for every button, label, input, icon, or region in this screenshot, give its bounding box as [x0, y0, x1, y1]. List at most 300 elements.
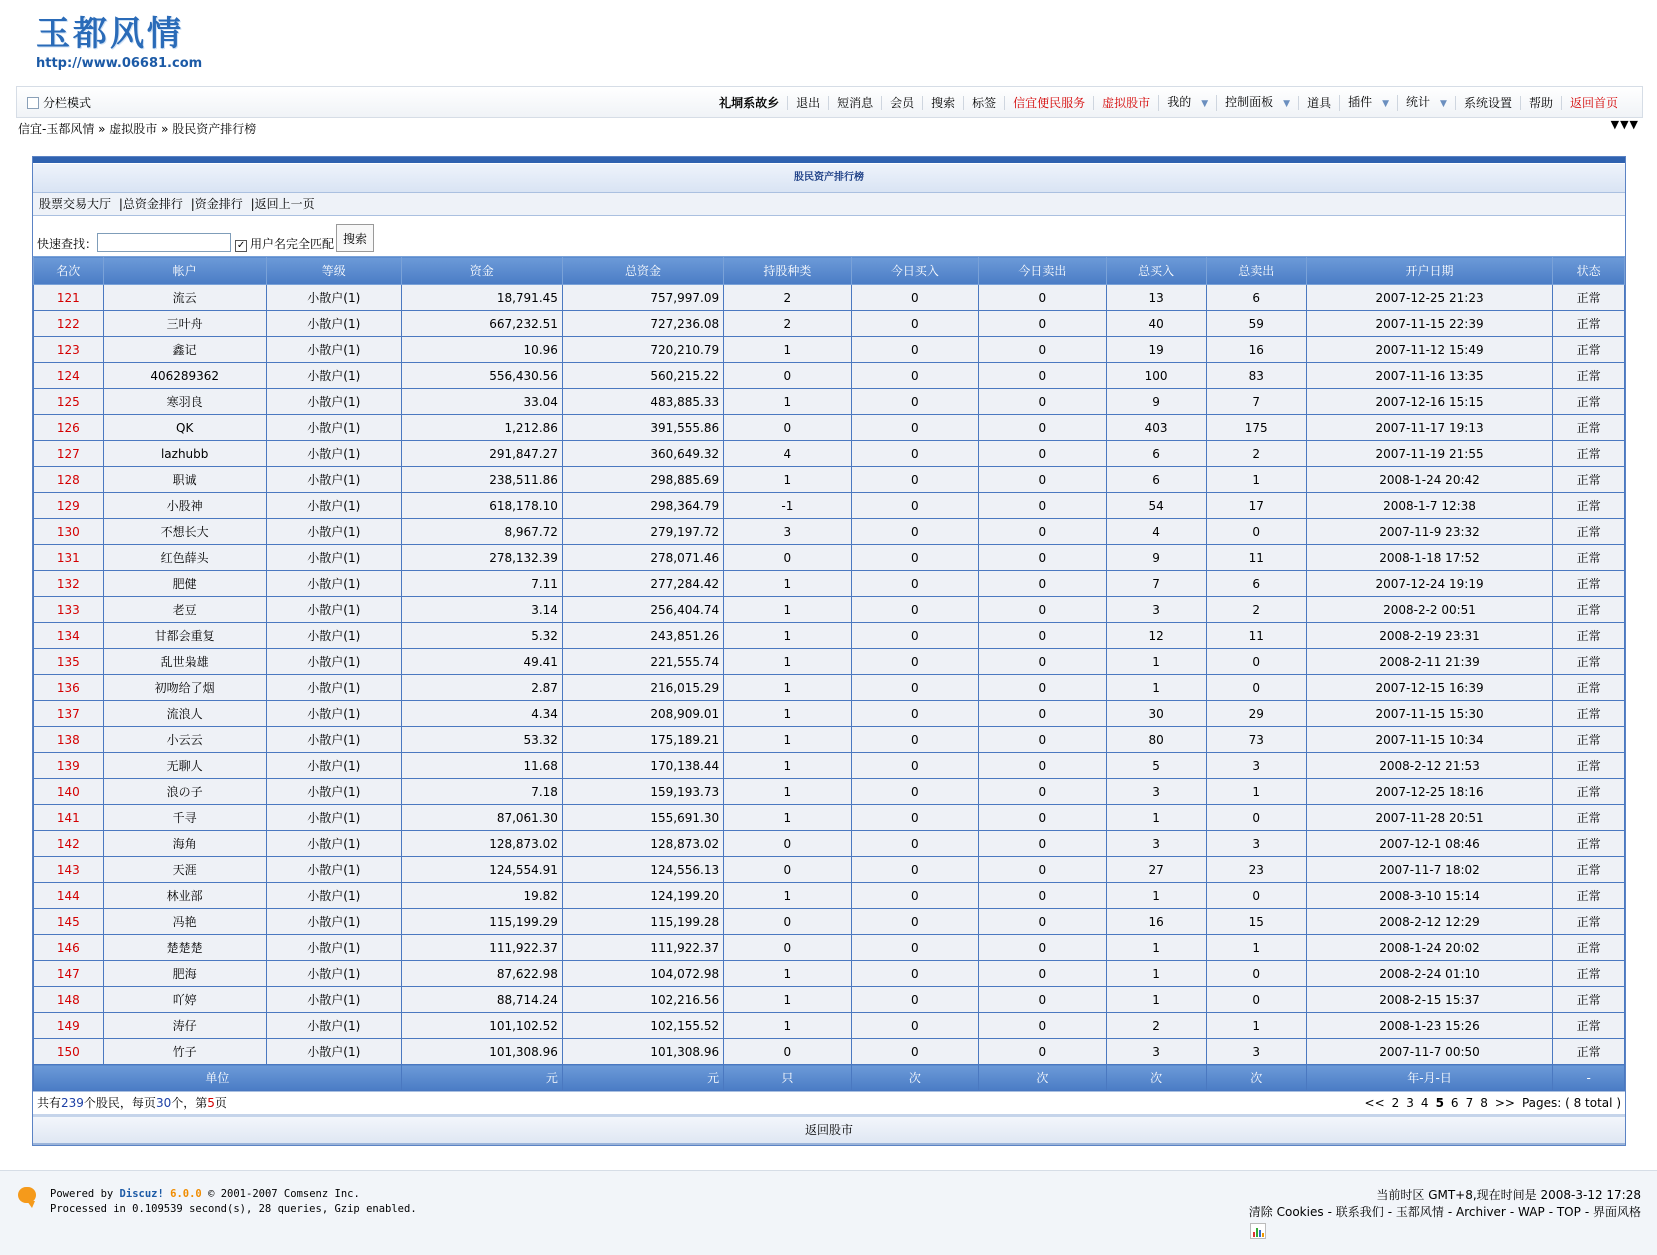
- table-cell: 124: [34, 363, 104, 389]
- table-cell: 15: [1206, 909, 1306, 935]
- table-cell: 0: [1206, 961, 1306, 987]
- table-cell: 1: [724, 337, 851, 363]
- table-cell: 111,922.37: [562, 935, 723, 961]
- account-link[interactable]: 406289362: [103, 363, 266, 389]
- table-cell: 1: [1206, 779, 1306, 805]
- table-cell: 391,555.86: [562, 415, 723, 441]
- table-cell: 6: [1106, 467, 1206, 493]
- top-navbar: [16, 86, 1643, 118]
- table-cell: 0: [979, 727, 1106, 753]
- table-cell: 正常: [1553, 909, 1625, 935]
- table-cell: 9: [1106, 545, 1206, 571]
- account-link[interactable]: 职诚: [103, 467, 266, 493]
- account-link[interactable]: 浪の子: [103, 779, 266, 805]
- table-cell: 238,511.86: [401, 467, 562, 493]
- split-mode-toggle[interactable]: [27, 94, 91, 111]
- table-cell: 2007-11-15 10:34: [1306, 727, 1553, 753]
- panel-title: 股民资产排行榜: [33, 163, 1625, 192]
- split-mode-checkbox[interactable]: [27, 97, 39, 109]
- account-link[interactable]: 鑫记: [103, 337, 266, 363]
- table-row: [34, 597, 1625, 623]
- table-row: [34, 1013, 1625, 1039]
- table-cell: 正常: [1553, 675, 1625, 701]
- table-cell: 0: [1206, 649, 1306, 675]
- table-cell: 2007-12-16 15:15: [1306, 389, 1553, 415]
- table-cell: 618,178.10: [401, 493, 562, 519]
- footer-link[interactable]: - Archiver: [1447, 1205, 1506, 1219]
- table-cell: 正常: [1553, 467, 1625, 493]
- table-row: [34, 727, 1625, 753]
- table-cell: 0: [979, 597, 1106, 623]
- table-cell: 7: [1206, 389, 1306, 415]
- table-cell: 137: [34, 701, 104, 727]
- table-cell: 0: [979, 857, 1106, 883]
- table-row: [34, 961, 1625, 987]
- subnav-trading-hall[interactable]: 股票交易大厅: [39, 197, 112, 211]
- table-cell: 102,155.52: [562, 1013, 723, 1039]
- table-cell: 18,791.45: [401, 285, 562, 311]
- nav-item[interactable]: [1093, 96, 1158, 110]
- table-cell: 0: [724, 545, 851, 571]
- table-cell: 6: [1206, 285, 1306, 311]
- table-cell: 2: [1206, 441, 1306, 467]
- table-cell: 291,847.27: [401, 441, 562, 467]
- table-cell: 129: [34, 493, 104, 519]
- table-cell: 256,404.74: [562, 597, 723, 623]
- footer-right: [1249, 1187, 1641, 1221]
- page-link[interactable]: 4: [1420, 1096, 1429, 1110]
- account-link[interactable]: 寒羽良: [103, 389, 266, 415]
- table-cell: 83: [1206, 363, 1306, 389]
- table-cell: 0: [851, 311, 978, 337]
- table-cell: 1: [1106, 987, 1206, 1013]
- table-cell: 0: [1206, 987, 1306, 1013]
- table-cell: 104,072.98: [562, 961, 723, 987]
- table-cell: 0: [979, 1013, 1106, 1039]
- page-link[interactable]: 3: [1406, 1096, 1414, 1110]
- table-cell: 243,851.26: [562, 623, 723, 649]
- account-link[interactable]: 小股神: [103, 493, 266, 519]
- table-cell: 2.87: [401, 675, 562, 701]
- table-cell: 5: [1106, 753, 1206, 779]
- account-link[interactable]: 初吻给了烟: [103, 675, 266, 701]
- collapse-toggle-icon[interactable]: ▼▼▼: [1610, 118, 1639, 131]
- nav-item-label: 退出: [796, 96, 821, 110]
- table-cell: 1: [1106, 935, 1206, 961]
- nav-item-label: 会员: [890, 96, 915, 110]
- account-link[interactable]: 流浪人: [103, 701, 266, 727]
- unit-total-fund: 元: [562, 1065, 723, 1091]
- nav-item[interactable]: [1216, 95, 1298, 111]
- summary-suffix: 页: [214, 1096, 227, 1110]
- table-cell: 2007-11-15 22:39: [1306, 311, 1553, 337]
- quick-search-input[interactable]: [97, 233, 231, 252]
- account-link[interactable]: 老豆: [103, 597, 266, 623]
- table-cell: 正常: [1553, 987, 1625, 1013]
- table-cell: 88,714.24: [401, 987, 562, 1013]
- nav-item[interactable]: [1520, 96, 1561, 110]
- footer-link[interactable]: - 联系我们: [1327, 1205, 1384, 1219]
- table-cell: 1: [724, 597, 851, 623]
- table-cell: 0: [979, 389, 1106, 415]
- col-account[interactable]: 帐户: [103, 257, 266, 285]
- table-cell: 0: [979, 571, 1106, 597]
- table-cell: 0: [851, 909, 978, 935]
- table-cell: 12: [1106, 623, 1206, 649]
- table-cell: 4: [1106, 519, 1206, 545]
- page-link[interactable]: 6: [1450, 1096, 1459, 1110]
- account-link[interactable]: 千寻: [103, 805, 266, 831]
- table-cell: 正常: [1553, 545, 1625, 571]
- table-cell: 0: [979, 805, 1106, 831]
- account-link[interactable]: 乱世枭雄: [103, 649, 266, 675]
- table-cell: 111,922.37: [401, 935, 562, 961]
- account-link[interactable]: 林业部: [103, 883, 266, 909]
- nav-item-label: 插件: [1348, 95, 1373, 109]
- account-link[interactable]: 三叶舟: [103, 311, 266, 337]
- table-cell: 54: [1106, 493, 1206, 519]
- table-cell: 11: [1206, 623, 1306, 649]
- account-link[interactable]: 肥健: [103, 571, 266, 597]
- nav-item[interactable]: [787, 96, 828, 110]
- table-cell: 8,967.72: [401, 519, 562, 545]
- page-next-link[interactable]: >>: [1494, 1096, 1515, 1110]
- table-cell: 0: [851, 519, 978, 545]
- table-cell: 0: [851, 649, 978, 675]
- table-cell: 9: [1106, 389, 1206, 415]
- table-cell: 216,015.29: [562, 675, 723, 701]
- table-cell: 0: [979, 337, 1106, 363]
- table-cell: 0: [1206, 675, 1306, 701]
- subnav-fund-rank[interactable]: |资金排行: [190, 197, 243, 211]
- table-cell: 3: [1106, 831, 1206, 857]
- table-cell: 135: [34, 649, 104, 675]
- table-cell: 40: [1106, 311, 1206, 337]
- account-link[interactable]: 海角: [103, 831, 266, 857]
- dropdown-caret-icon[interactable]: ▼: [1382, 99, 1390, 109]
- table-cell: 正常: [1553, 441, 1625, 467]
- table-cell: 23: [1206, 857, 1306, 883]
- col-level[interactable]: 等级: [266, 257, 401, 285]
- site-logo[interactable]: [36, 14, 202, 71]
- table-cell: 2007-11-15 15:30: [1306, 701, 1553, 727]
- subnav-total-fund-rank[interactable]: |总资金排行: [118, 197, 183, 211]
- page-link[interactable]: 5: [1435, 1096, 1444, 1110]
- unit-date: 年-月-日: [1306, 1065, 1553, 1091]
- table-cell: 0: [979, 493, 1106, 519]
- table-cell: 0: [851, 675, 978, 701]
- nav-item-label: 我的: [1167, 95, 1192, 109]
- table-cell: 1: [1206, 467, 1306, 493]
- table-cell: 27: [1106, 857, 1206, 883]
- table-cell: 正常: [1553, 493, 1625, 519]
- ranking-table-body: [34, 285, 1625, 1065]
- col-sell-today[interactable]: 今日卖出: [979, 257, 1106, 285]
- table-row: [34, 857, 1625, 883]
- powered-by-label: Powered by: [50, 1188, 114, 1200]
- table-cell: 0: [851, 597, 978, 623]
- table-cell: 0: [724, 363, 851, 389]
- table-cell: 4: [724, 441, 851, 467]
- page-link[interactable]: 2: [1391, 1096, 1400, 1110]
- table-cell: 0: [851, 1039, 978, 1065]
- table-cell: 正常: [1553, 727, 1625, 753]
- nav-item[interactable]: [1339, 95, 1397, 111]
- dropdown-caret-icon[interactable]: ▼: [1201, 99, 1209, 109]
- table-cell: 0: [979, 519, 1106, 545]
- table-cell: 0: [851, 493, 978, 519]
- footer-link[interactable]: - WAP: [1509, 1205, 1545, 1219]
- table-cell: 小散户(1): [266, 675, 401, 701]
- discuz-link[interactable]: Discuz!: [119, 1188, 164, 1200]
- account-link[interactable]: 冯艳: [103, 909, 266, 935]
- table-cell: 10.96: [401, 337, 562, 363]
- table-cell: 正常: [1553, 753, 1625, 779]
- footer-link[interactable]: - 玉都风情: [1387, 1205, 1444, 1219]
- nav-item-label: 礼垌系故乡: [719, 96, 780, 110]
- stock-subnav: [33, 192, 1625, 216]
- table-cell: 0: [1206, 805, 1306, 831]
- table-cell: 小散户(1): [266, 519, 401, 545]
- split-mode-label: 分栏模式: [43, 96, 92, 110]
- table-cell: 0: [851, 1013, 978, 1039]
- table-cell: 139: [34, 753, 104, 779]
- table-cell: 483,885.33: [562, 389, 723, 415]
- account-link[interactable]: 无聊人: [103, 753, 266, 779]
- nav-item[interactable]: [1397, 95, 1455, 111]
- table-row: [34, 805, 1625, 831]
- table-cell: 0: [979, 1039, 1106, 1065]
- table-cell: 7: [1106, 571, 1206, 597]
- table-row: [34, 623, 1625, 649]
- table-cell: 3: [724, 519, 851, 545]
- col-status[interactable]: 状态: [1553, 257, 1625, 285]
- account-link[interactable]: 红色薛头: [103, 545, 266, 571]
- table-cell: 正常: [1553, 415, 1625, 441]
- table-cell: 小散户(1): [266, 363, 401, 389]
- table-cell: 小散户(1): [266, 831, 401, 857]
- dropdown-caret-icon[interactable]: ▼: [1440, 99, 1447, 109]
- table-cell: 143: [34, 857, 104, 883]
- nav-item[interactable]: [963, 96, 1004, 110]
- table-cell: 147: [34, 961, 104, 987]
- table-cell: 0: [979, 363, 1106, 389]
- account-link[interactable]: 天涯: [103, 857, 266, 883]
- table-cell: 1: [724, 987, 851, 1013]
- summary-total-users: 239: [61, 1096, 84, 1110]
- table-cell: 1: [1106, 883, 1206, 909]
- account-link[interactable]: 肥海: [103, 961, 266, 987]
- table-row: [34, 441, 1625, 467]
- table-cell: 130: [34, 519, 104, 545]
- nav-item[interactable]: [828, 96, 881, 110]
- table-cell: 0: [979, 779, 1106, 805]
- account-link[interactable]: 甘都会重复: [103, 623, 266, 649]
- table-cell: 0: [979, 545, 1106, 571]
- table-cell: 正常: [1553, 883, 1625, 909]
- table-cell: 正常: [1553, 389, 1625, 415]
- table-cell: 115,199.28: [562, 909, 723, 935]
- nav-item-label: 信宜便民服务: [1013, 96, 1086, 110]
- back-to-market-button[interactable]: 返回股市: [33, 1114, 1625, 1145]
- nav-item-label: 标签: [972, 96, 997, 110]
- table-cell: 124,554.91: [401, 857, 562, 883]
- search-button[interactable]: 搜索: [336, 224, 374, 252]
- table-cell: 148: [34, 987, 104, 1013]
- table-cell: 2: [1206, 597, 1306, 623]
- table-cell: 278,071.46: [562, 545, 723, 571]
- table-row: [34, 285, 1625, 311]
- summary-per-page: 30: [155, 1096, 172, 1110]
- col-open-date[interactable]: 开户日期: [1306, 257, 1553, 285]
- logo-title: 玉都风情: [36, 14, 184, 54]
- col-buy-today[interactable]: 今日买入: [851, 257, 978, 285]
- table-row: [34, 831, 1625, 857]
- table-cell: 小散户(1): [266, 987, 401, 1013]
- table-cell: 3: [1106, 597, 1206, 623]
- table-cell: 正常: [1553, 779, 1625, 805]
- table-cell: 2007-11-7 18:02: [1306, 857, 1553, 883]
- table-cell: 1: [724, 883, 851, 909]
- table-cell: -1: [724, 493, 851, 519]
- table-cell: 123: [34, 337, 104, 363]
- col-total-sell[interactable]: 总卖出: [1206, 257, 1306, 285]
- table-cell: 0: [979, 987, 1106, 1013]
- nav-item[interactable]: [1158, 95, 1216, 111]
- table-cell: 2008-2-2 00:51: [1306, 597, 1553, 623]
- table-cell: 小散户(1): [266, 597, 401, 623]
- table-cell: 小散户(1): [266, 649, 401, 675]
- table-cell: 2008-1-24 20:02: [1306, 935, 1553, 961]
- stats-chart-icon[interactable]: [1250, 1223, 1266, 1239]
- table-row: [34, 363, 1625, 389]
- summary-prefix: 共有: [37, 1096, 62, 1110]
- account-link[interactable]: lazhubb: [103, 441, 266, 467]
- col-rank[interactable]: 名次: [34, 257, 104, 285]
- table-cell: 0: [979, 649, 1106, 675]
- table-cell: 7.11: [401, 571, 562, 597]
- footer-link[interactable]: 清除 Cookies: [1248, 1205, 1324, 1219]
- table-cell: 0: [851, 857, 978, 883]
- table-cell: 小散户(1): [266, 337, 401, 363]
- footer: [0, 1170, 1657, 1255]
- table-cell: 2007-11-12 15:49: [1306, 337, 1553, 363]
- exact-match-checkbox[interactable]: ✓: [236, 240, 246, 251]
- table-cell: 小散户(1): [266, 493, 401, 519]
- table-cell: 小散户(1): [266, 623, 401, 649]
- table-cell: 136: [34, 675, 104, 701]
- nav-item[interactable]: [1561, 96, 1626, 110]
- nav-item[interactable]: [922, 96, 963, 110]
- account-link[interactable]: QK: [103, 415, 266, 441]
- ranking-table: [33, 256, 1625, 1091]
- table-cell: 59: [1206, 311, 1306, 337]
- table-cell: 33.04: [401, 389, 562, 415]
- table-cell: 正常: [1553, 961, 1625, 987]
- table-cell: 720,210.79: [562, 337, 723, 363]
- table-cell: 小散户(1): [266, 415, 401, 441]
- col-fund[interactable]: 资金: [401, 257, 562, 285]
- table-cell: 0: [724, 935, 851, 961]
- nav-item[interactable]: [711, 96, 787, 110]
- table-cell: 87,061.30: [401, 805, 562, 831]
- table-cell: 560,215.22: [562, 363, 723, 389]
- table-cell: 159,193.73: [562, 779, 723, 805]
- nav-item[interactable]: [1004, 96, 1093, 110]
- table-cell: 1: [1106, 649, 1206, 675]
- unit-status: -: [1553, 1065, 1625, 1091]
- footer-link[interactable]: - 界面风格: [1584, 1205, 1641, 1219]
- dropdown-caret-icon[interactable]: ▼: [1283, 99, 1291, 109]
- nav-item[interactable]: [1455, 96, 1520, 110]
- table-cell: 101,102.52: [401, 1013, 562, 1039]
- table-cell: 2008-1-18 17:52: [1306, 545, 1553, 571]
- table-cell: 正常: [1553, 1039, 1625, 1065]
- page-link[interactable]: 7: [1465, 1096, 1474, 1110]
- table-cell: 小散户(1): [266, 727, 401, 753]
- table-cell: 1,212.86: [401, 415, 562, 441]
- table-cell: 124,556.13: [562, 857, 723, 883]
- nav-item[interactable]: [881, 96, 922, 110]
- table-cell: 2: [724, 311, 851, 337]
- table-cell: 2007-11-16 13:35: [1306, 363, 1553, 389]
- table-cell: 2008-2-19 23:31: [1306, 623, 1553, 649]
- table-cell: 2: [724, 285, 851, 311]
- table-cell: 0: [979, 467, 1106, 493]
- account-link[interactable]: 涛仔: [103, 1013, 266, 1039]
- table-header-row: [34, 257, 1625, 285]
- summary-mid1: 个股民，每页: [83, 1096, 156, 1110]
- account-link[interactable]: 小云云: [103, 727, 266, 753]
- nav-item[interactable]: [1298, 96, 1339, 110]
- discuz-speech-icon: [18, 1187, 36, 1203]
- table-cell: 小散户(1): [266, 909, 401, 935]
- account-link[interactable]: 楚楚楚: [103, 935, 266, 961]
- table-cell: 1: [724, 649, 851, 675]
- table-cell: 73: [1206, 727, 1306, 753]
- table-cell: 126: [34, 415, 104, 441]
- table-cell: 正常: [1553, 649, 1625, 675]
- table-cell: 小散户(1): [266, 935, 401, 961]
- col-total-fund[interactable]: 总资金: [562, 257, 723, 285]
- page-prev-link[interactable]: <<: [1364, 1096, 1385, 1110]
- col-stock-types[interactable]: 持股种类: [724, 257, 851, 285]
- table-cell: 30: [1106, 701, 1206, 727]
- page-info: Pages: ( 8 total ): [1521, 1096, 1621, 1110]
- account-link[interactable]: 竹子: [103, 1039, 266, 1065]
- table-cell: 0: [979, 831, 1106, 857]
- footer-link[interactable]: - TOP: [1548, 1205, 1581, 1219]
- page-link[interactable]: 8: [1480, 1096, 1488, 1110]
- breadcrumb: 信宜-玉都风情 » 虚拟股市 » 股民资产排行榜: [18, 122, 257, 136]
- discuz-version: 6.0.0: [170, 1188, 202, 1200]
- subnav-go-back[interactable]: |返回上一页: [250, 197, 315, 211]
- col-total-buy[interactable]: 总买入: [1106, 257, 1206, 285]
- table-row: [34, 883, 1625, 909]
- account-link[interactable]: 流云: [103, 285, 266, 311]
- table-cell: 正常: [1553, 597, 1625, 623]
- table-cell: 0: [1206, 519, 1306, 545]
- table-cell: 0: [851, 727, 978, 753]
- table-cell: 19: [1106, 337, 1206, 363]
- account-link[interactable]: 不想长大: [103, 519, 266, 545]
- table-cell: 125: [34, 389, 104, 415]
- account-link[interactable]: 吖婷: [103, 987, 266, 1013]
- table-row: [34, 493, 1625, 519]
- table-cell: 6: [1206, 571, 1306, 597]
- table-cell: 0: [979, 623, 1106, 649]
- nav-item-label: 搜索: [931, 96, 956, 110]
